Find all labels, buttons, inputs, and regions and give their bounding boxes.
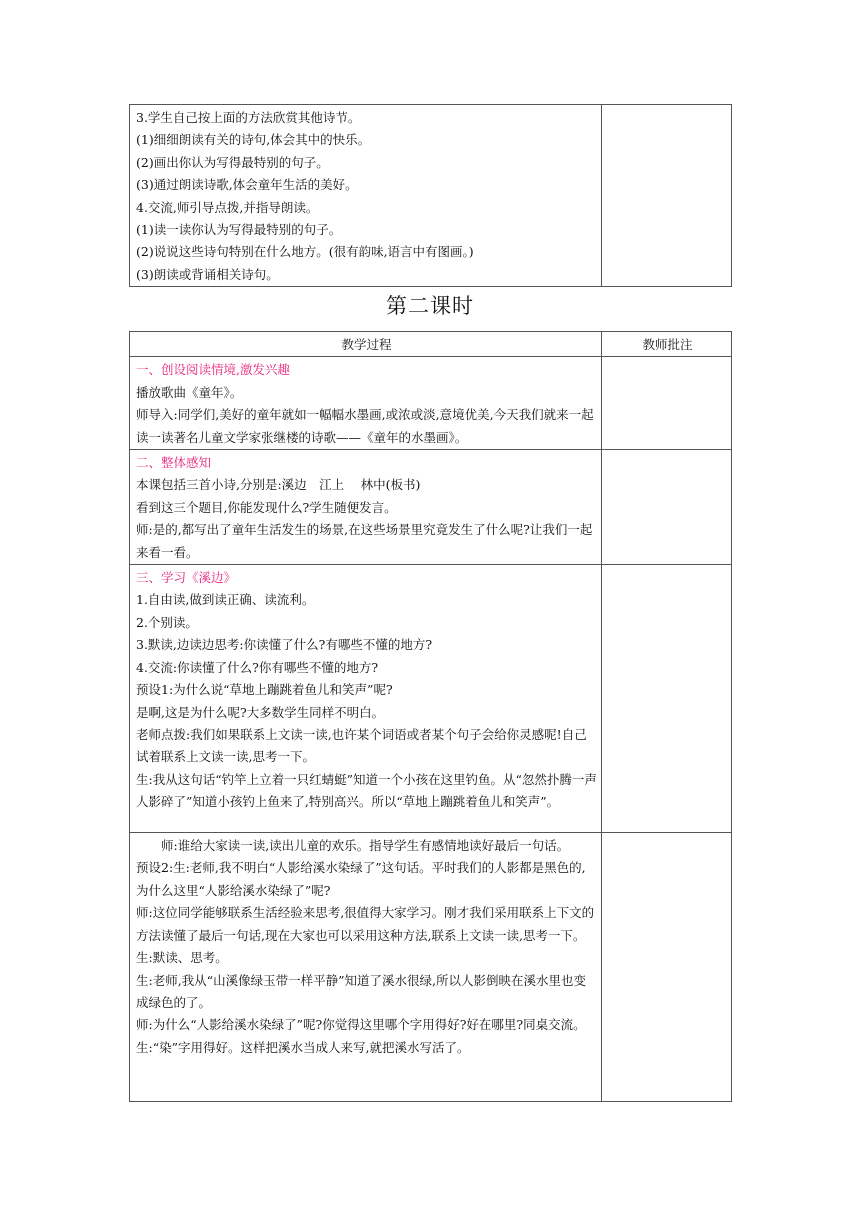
text-line: 是啊,这是为什么呢?大多数学生同样不明白。 [136,704,385,720]
table-row [130,450,732,565]
notes-cell [602,357,732,450]
table-row [130,105,732,287]
table-row [130,565,732,833]
notes-cell [602,833,732,1102]
text-line: 4.交流,师引导点拨,并指导朗读。 [136,199,319,215]
text-line: 播放歌曲《童年》。 [136,384,243,400]
text-line: 师:为什么“人影给溪水染绿了”呢?你觉得这里哪个字用得好?好在哪里?同桌交流。 [136,1017,586,1033]
text-line: (2)画出你认为写得最特别的句子。 [136,154,329,170]
text-line: 师导入:同学们,美好的童年就如一幅幅水墨画,或浓或淡,意境优美,今天我们就来一起读一读著名儿童文学家张继楼的诗歌——《童年的水墨画》。 [136,407,594,445]
lesson-plan-table [129,331,732,1102]
text-line: 3.学生自己按上面的方法欣赏其他诗节。 [136,110,361,125]
text-line: 3.默读,边读边思考:你读懂了什么?有哪些不懂的地方? [136,637,433,653]
text-line: (2)说说这些诗句特别在什么地方。(很有韵味,语言中有图画。) [136,244,474,260]
notes-cell [602,105,732,287]
process-cell [130,833,602,1102]
text-line: (3)通过朗读诗歌,体会童年生活的美好。 [136,177,358,193]
text-line: 2.个别读。 [136,614,198,630]
text-line: 4.交流:你读懂了什么?你有哪些不懂的地方? [136,659,379,675]
text-line: 生:老师,我从“山溪像绿玉带一样平静”知道了溪水很绿,所以人影倒映在溪水里也变成绿色的了。 [136,972,586,1010]
process-column-header: 教学过程 [130,332,602,357]
text-line: 生:“染”字用得好。这样把溪水当成人来写,就把溪水写活了。 [136,1039,470,1055]
text-line: 预设1:为什么说“草地上蹦跳着鱼儿和笑声”呢? [136,682,393,698]
text-line: 看到这三个题目,你能发现什么?学生随便发言。 [136,499,397,515]
text-line: 1.自由读,做到读正确、读流利。 [136,592,315,608]
table-row [130,833,732,1102]
lesson-title: 第二课时 [386,294,474,318]
text-line: (3)朗读或背诵相关诗句。 [136,266,279,282]
text-line: 师:这位同学能够联系生活经验来思考,很值得大家学习。刚才我们采用联系上下文的方法读懂了最后一句话,现在大家也可以采用这种方法,联系上文读一读,思考一下。 [136,905,595,943]
process-cell [130,105,602,287]
text-line: 生:默读、思考。 [136,950,228,966]
section-heading: 一、创设阅读情境,激发兴趣 [136,362,290,378]
process-cell [130,357,602,450]
text-line: 师:是的,都写出了童年生活发生的场景,在这些场景里究竟发生了什么呢?让我们一起来看一看。 [136,522,593,560]
section-heading: 三、学习《溪边》 [136,570,237,586]
text-line: 师:谁给大家读一读,读出儿童的欢乐。指导学生有感情地读好最后一句话。 [161,838,570,854]
table-row [130,357,732,450]
text-line: (1)读一读你认为写得最特别的句子。 [136,222,342,238]
text-line: (1)细细朗读有关的诗句,体会其中的快乐。 [136,132,371,148]
process-cell [130,565,602,833]
process-cell [130,450,602,565]
notes-cell [602,450,732,565]
notes-cell [602,565,732,833]
previous-lesson-table [129,104,732,287]
table-header-row [130,332,732,357]
text-line: 老师点拨:我们如果联系上文读一读,也许某个词语或者某个句子会给你灵感呢!自己试着联系上文读一读,思考一下。 [136,726,587,765]
notes-column-header: 教师批注 [602,332,732,357]
text-line: 生:我从这句话“钓竿上立着一只红蜻蜓”知道一个小孩在这里钓鱼。从“忽然扑腾一声人影碎了”知道小孩钓上鱼来了,特别高兴。所以“草地上蹦跳着鱼儿和笑声”。 [136,771,597,810]
text-line: 预设2:生:老师,我不明白“人影给溪水染绿了”这句话。平时我们的人影都是黑色的,为什么这里“人影给溪水染绿了”呢? [136,860,586,898]
text-line: 本课包括三首小诗,分别是:溪边 江上 林中(板书) [136,477,421,493]
section-heading: 二、整体感知 [136,455,212,471]
